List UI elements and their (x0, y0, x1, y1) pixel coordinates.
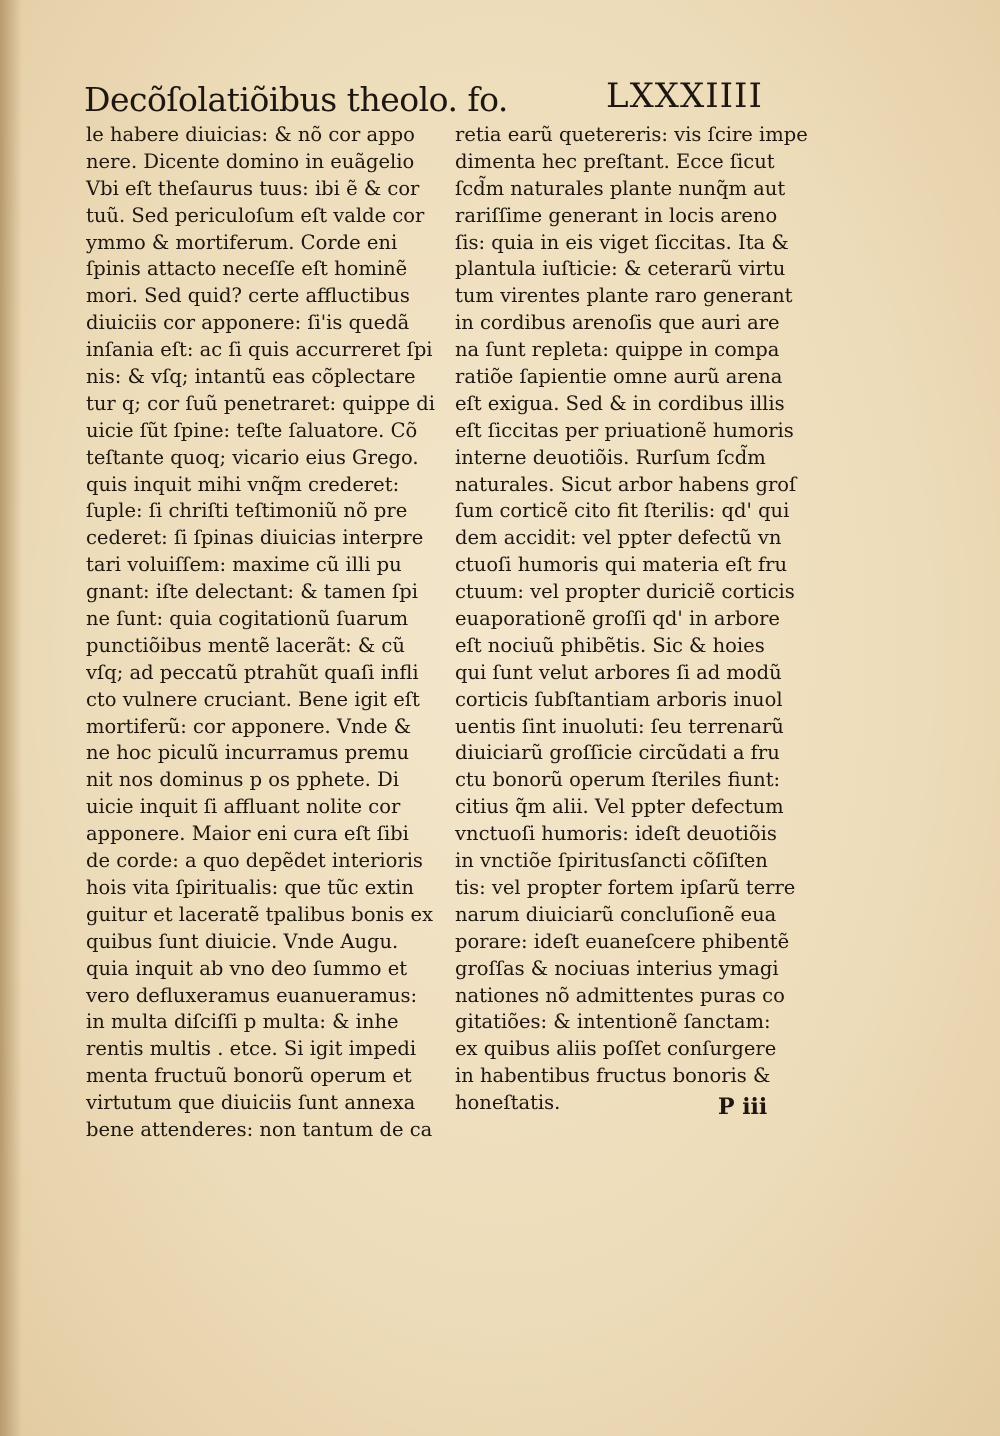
folio-number: LXXXIIII (606, 76, 763, 116)
text-line: porare: ideſt euaneſcere phibentẽ (455, 929, 790, 953)
text-line: mori. Sed quid? certe affluctibus (86, 284, 410, 308)
text-line: tuũ. Sed periculoſum eſt valde cor (86, 203, 425, 227)
text-line: ctuum: vel propter duriciẽ corticis (455, 580, 795, 604)
text-line: dimenta hec preſtant. Ecce ſicut (455, 149, 775, 173)
text-line: ſuple: ſi chriſti teſtimoniũ nõ pre (86, 499, 408, 523)
text-line: interne deuotiõis. Rurſum ſcd̃m (455, 445, 766, 469)
text-line: hois vita ſpiritualis: que tũc extin (86, 875, 414, 899)
text-line: ctuoſi humoris qui materia eſt fru (455, 553, 788, 577)
text-line: uicie inquit ſi affluant nolite cor (86, 795, 401, 819)
text-line: eſt ſiccitas per priuationẽ humoris (455, 418, 794, 442)
text-line: quia inquit ab vno deo ſummo et (86, 956, 408, 980)
text-line: punctiõibus mentẽ lacerãt: & cũ (86, 633, 405, 657)
text-line: menta fructuũ bonorũ operum et (86, 1064, 412, 1088)
text-line: rariſſime generant in locis areno (455, 203, 778, 227)
text-line: groſſas & nociuas interius ymagi (455, 956, 779, 980)
text-line: nere. Dicente domino in euãgelio (86, 149, 415, 173)
text-line: nis: & vſq; intantũ eas cõplectare (86, 365, 416, 389)
text-line: in cordibus arenoſis que auri are (455, 311, 780, 335)
text-line: diuiciarũ groſſicie circũdati a fru (455, 741, 780, 765)
text-line: na ſunt repleta: quippe in compa (455, 338, 780, 362)
text-line: ratiõe ſapientie omne aurũ arena (455, 365, 783, 389)
right-text-column (455, 122, 808, 1117)
text-line: uicie ſũt ſpine: teſte ſaluatore. Cõ (86, 418, 418, 442)
running-title: Decõſolatiõibus theolo. fo. (84, 80, 508, 119)
text-line: in habentibus fructus bonoris & (455, 1064, 771, 1088)
text-line: gnant: iſte delectant: & tamen ſpi (86, 580, 418, 604)
text-line: Vbi eſt theſaurus tuus: ibi ẽ & cor (86, 176, 420, 200)
text-line: nationes nõ admittentes puras co (455, 983, 785, 1007)
text-line: ne hoc piculũ incurramus premu (86, 741, 410, 765)
text-line: vnctuoſi humoris: ideſt deuotiõis (455, 822, 777, 846)
text-line: inſania eſt: ac ſi quis accurreret ſpi (86, 338, 433, 362)
text-line: eſt exigua. Sed & in cordibus illis (455, 391, 785, 415)
text-line: corticis ſubſtantiam arboris inuol (455, 687, 783, 711)
text-line: ymmo & mortiferum. Corde eni (86, 230, 398, 254)
text-line: diuiciis cor apponere: ſi'is quedã (86, 311, 410, 335)
text-line: nit nos dominus p os pphete. Di (86, 768, 399, 792)
text-line: quibus ſunt diuicie. Vnde Augu. (86, 929, 399, 953)
text-line: ſum corticẽ cito fit ſterilis: qd' qui (455, 499, 790, 523)
text-line: apponere. Maior eni cura eſt ſibi (86, 822, 409, 846)
text-line: uentis ſint inuoluti: ſeu terrenarũ (455, 714, 784, 738)
text-line: tum virentes plante raro generant (455, 284, 793, 308)
text-line: teſtante quoq; vicario eius Grego. (86, 445, 419, 469)
text-line: plantula iuſticie: & ceterarũ virtu (455, 257, 786, 281)
text-line: mortiferũ: cor apponere. Vnde & (86, 714, 412, 738)
text-line: guitur et laceratẽ tpalibus bonis ex (86, 902, 434, 926)
text-line: ctu bonorũ operum ſteriles fiunt: (455, 768, 781, 792)
text-line: retia earũ quetereris: vis ſcire impe (455, 123, 808, 146)
text-line: gitatiões: & intentionẽ ſanctam: (455, 1010, 771, 1034)
text-line: narum diuiciarũ concluſionẽ eua (455, 902, 777, 926)
text-line: in vnctiõe ſpiritusſancti cõſiſten (455, 849, 768, 873)
text-line: naturales. Sicut arbor habens groſ (455, 472, 797, 496)
text-line: qui ſunt velut arbores ſi ad modũ (455, 660, 782, 684)
text-line: cto vulnere cruciant. Bene igit eſt (86, 687, 420, 711)
text-line: ſcd̃m naturales plante nunq̃m aut (455, 176, 786, 200)
text-line: quis inquit mihi vnq̃m crederet: (86, 472, 400, 496)
signature-mark: P iii (718, 1094, 768, 1120)
text-line: bene attenderes: non tantum de ca (86, 1117, 433, 1141)
text-line: dem accidit: vel ppter defectũ vn (455, 526, 782, 550)
text-line: euaporationẽ groſſi qd' in arbore (455, 607, 780, 631)
text-line: ſpinis attacto neceſſe eſt hominẽ (86, 257, 408, 281)
text-line: vero defluxeramus euanueramus: (86, 983, 418, 1007)
gutter-shadow (0, 0, 22, 1436)
text-line: citius q̃m alii. Vel ppter defectum (455, 795, 784, 819)
text-line: cederet: ſi ſpinas diuicias interpre (86, 526, 424, 550)
text-line: ſis: quia in eis viget ſiccitas. Ita & (455, 230, 789, 254)
text-line: vſq; ad peccatũ ptrahũt quaſi infli (86, 660, 419, 684)
text-line: de corde: a quo depẽdet interioris (86, 849, 423, 873)
left-text-column (86, 122, 446, 1144)
text-line: in multa diſciſſi p multa: & inhe (86, 1010, 399, 1034)
text-line: ex quibus aliis poſſet conſurgere (455, 1037, 777, 1061)
text-line: le habere diuicias: & nõ cor appo (86, 123, 415, 146)
text-line: tari voluiſſem: maxime cũ illi pu (86, 553, 402, 577)
text-line: rentis multis . etce. Si igit impedi (86, 1037, 417, 1061)
text-line: ne ſunt: quia cogitationũ ſuarum (86, 607, 409, 631)
text-line: virtutum que diuiciis ſunt annexa (86, 1091, 416, 1115)
text-line: tis: vel propter fortem ipſarũ terre (455, 875, 796, 899)
text-line: eſt nociuũ phibẽtis. Sic & hoies (455, 633, 765, 657)
text-line: honeſtatis. (455, 1091, 561, 1115)
text-line: tur q; cor ſuũ penetraret: quippe di (86, 391, 435, 415)
